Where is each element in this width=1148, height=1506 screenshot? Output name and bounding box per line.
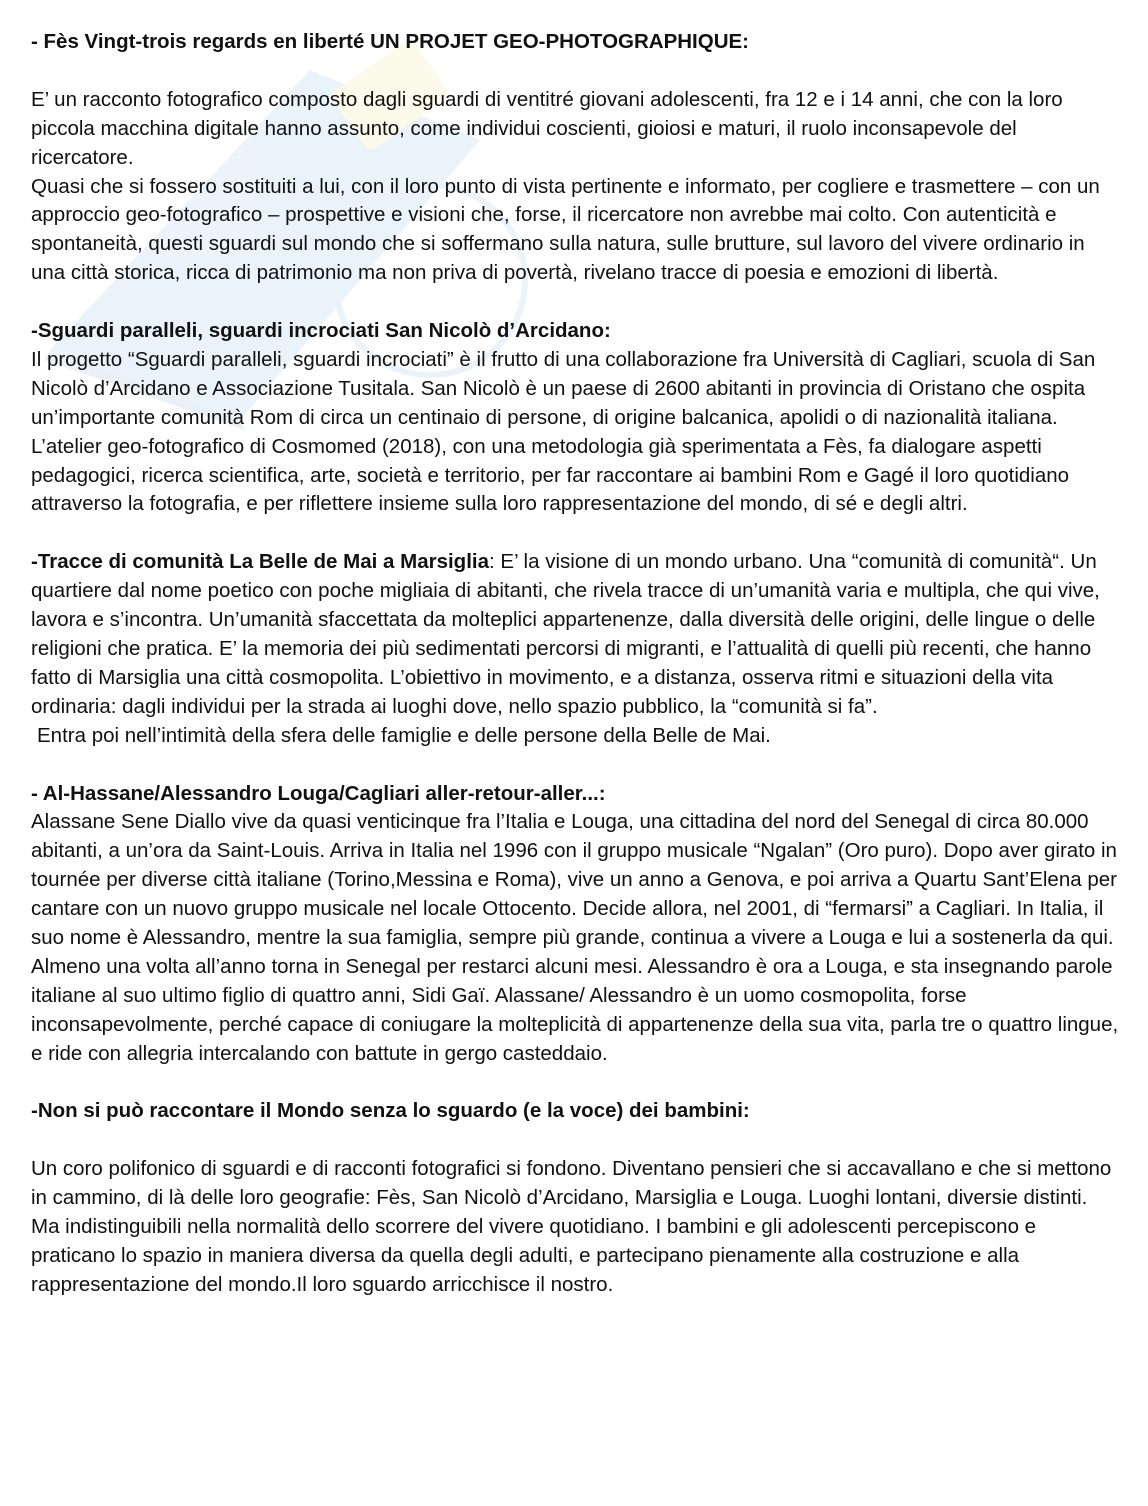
section-title-marsiglia: -Tracce di comunità La Belle de Mai a Marsiglia (31, 550, 489, 574)
document-body (31, 28, 1121, 1300)
paragraph-fes-detail: Quasi che si fossero sostituiti a lui, con il loro punto di vista pertinente e informato, per cogliere e trasmettere – con un approccio geo-fotografico – prospettive e visioni che, forse, il ricercatore non avrebbe mai colto. Con autenticità e spontaneità, questi sguardi sul mondo che si soffermano sulla natura, sulle brutture, sul lavoro del vivere ordinario in una città storica, ricca di patrimonio ma non priva di povertà, rivelano tracce di poesia e emozioni di libertà. (31, 174, 1100, 285)
paragraph-marsiglia-end: Entra poi nell’intimità della sfera delle famiglie e delle persone della Belle de Mai. (37, 723, 771, 747)
section-title-fes: - Fès Vingt-trois regards en liberté UN PROJET GEO-PHOTOGRAPHIQUE: (31, 30, 750, 53)
paragraph-fes-intro: E’ un racconto fotografico composto dagli sguardi di ventitré giovani adolescenti, fra 12 e i 14 anni, che con la loro piccola macchina digitale hanno assunto, come individui coscienti, gioiosi e maturi, il ruolo inconsapevole del ricercatore. (31, 87, 1063, 169)
paragraph-san-nicolo: Il progetto “Sguardi paralleli, sguardi incrociati” è il frutto di una collaborazione fra Università di Cagliari, scuola di San Nicolò d’Arcidano e Associazione Tusitala. San Nicolò è un paese di 2600 abitanti in provincia di Oristano che ospita un’importante comunità Rom di circa un centinaio di persone, di origine balcanica, apolidi o di nazionalità italiana. L’atelier geo-fotografico di Cosmomed (2018), con una metodologia già sperimentata a Fès, fa dialogare aspetti pedagogici, ricerca scientifica, arte, società e territorio, per far raccontare ai bambini Rom e Gagé il loro quotidiano attraverso la fotografia, e per riflettere insieme sulla loro rappresentazione del mondo, di sé e degli altri. (31, 347, 1096, 516)
paragraph-bambini: Un coro polifonico di sguardi e di racconti fotografici si fondono. Diventano pensieri che si accavallano e che si mettono in cammino, di là delle loro geografie: Fès, San Nicolò d’Arcidano, Marsiglia e Louga. Luoghi lontani, diversie distinti. Ma indistinguibili nella normalità dello scorrere del vivere quotidiano. I bambini e gli adolescenti percepiscono e praticano lo spazio in maniera diversa da quella degli adulti, e partecipano pienamente alla costruzione e alla rappresentazione del mondo.Il loro sguardo arricchisce il nostro. (31, 1157, 1112, 1296)
section-title-san-nicolo: -Sguardi paralleli, sguardi incrociati San Nicolò d’Arcidano: (31, 319, 611, 343)
paragraph-louga: Alassane Sene Diallo vive da quasi venticinque fra l’Italia e Louga, una cittadina del nord del Senegal di circa 80.000 abitanti, a un’ora da Saint-Louis. Arriva in Italia nel 1996 con il gruppo musicale “Ngalan” (Oro puro). Dopo aver girato in tournée per diverse città italiane (Torino,Messina e Roma), vive un anno a Genova, e poi arriva a Quartu Sant’Elena per cantare con un nuovo gruppo musicale nel locale Ottocento. Decide allora, nel 2001, di “fermarsi” a Cagliari. In Italia, il suo nome è Alessandro, mentre la sua famiglia, sempre più grande, continua a vivere a Louga e lui a sostenerla da qui. Almeno una volta all’anno torna in Senegal per restarci alcuni mesi. Alessandro è ora a Louga, e sta insegnando parole italiane al suo ultimo figlio di quattro anni, Sidi Gaï. Alassane/ Alessandro è un uomo cosmopolita, forse inconsapevolmente, perché capace di coniugare la molteplicità di appartenenze della sua vita, parla tre o quattro lingue, e ride con allegria intercalando con battute in gergo casteddaio. (31, 810, 1119, 1065)
section-title-bambini: -Non si può raccontare il Mondo senza lo sguardo (e la voce) dei bambini: (31, 1099, 750, 1123)
paragraph-marsiglia: : E’ la visione di un mondo urbano. Una “comunità di comunità“. Un quartiere dal nome poetico con poche migliaia di abitanti, che rivela tracce di un’umanità varia e multipla, che qui vive, lavora e s’incontra. Un’umanità sfaccettata da molteplici appartenenze, dalla diversità delle origini, delle lingue o delle religioni che pratica. E’ la memoria dei più sedimentati percorsi di migranti, e l’attualità di quelli più recenti, che hanno fatto di Marsiglia una città cosmopolita. L’obiettivo in movimento, e a distanza, osserva ritmi e situazioni della vita ordinaria: dagli individui per la strada ai luoghi dove, nello spazio pubblico, la “comunità si fa”. (31, 550, 1100, 718)
section-title-louga: - Al-Hassane/Alessandro Louga/Cagliari aller-retour-aller...: (31, 781, 606, 805)
section-marsiglia (31, 548, 1121, 721)
